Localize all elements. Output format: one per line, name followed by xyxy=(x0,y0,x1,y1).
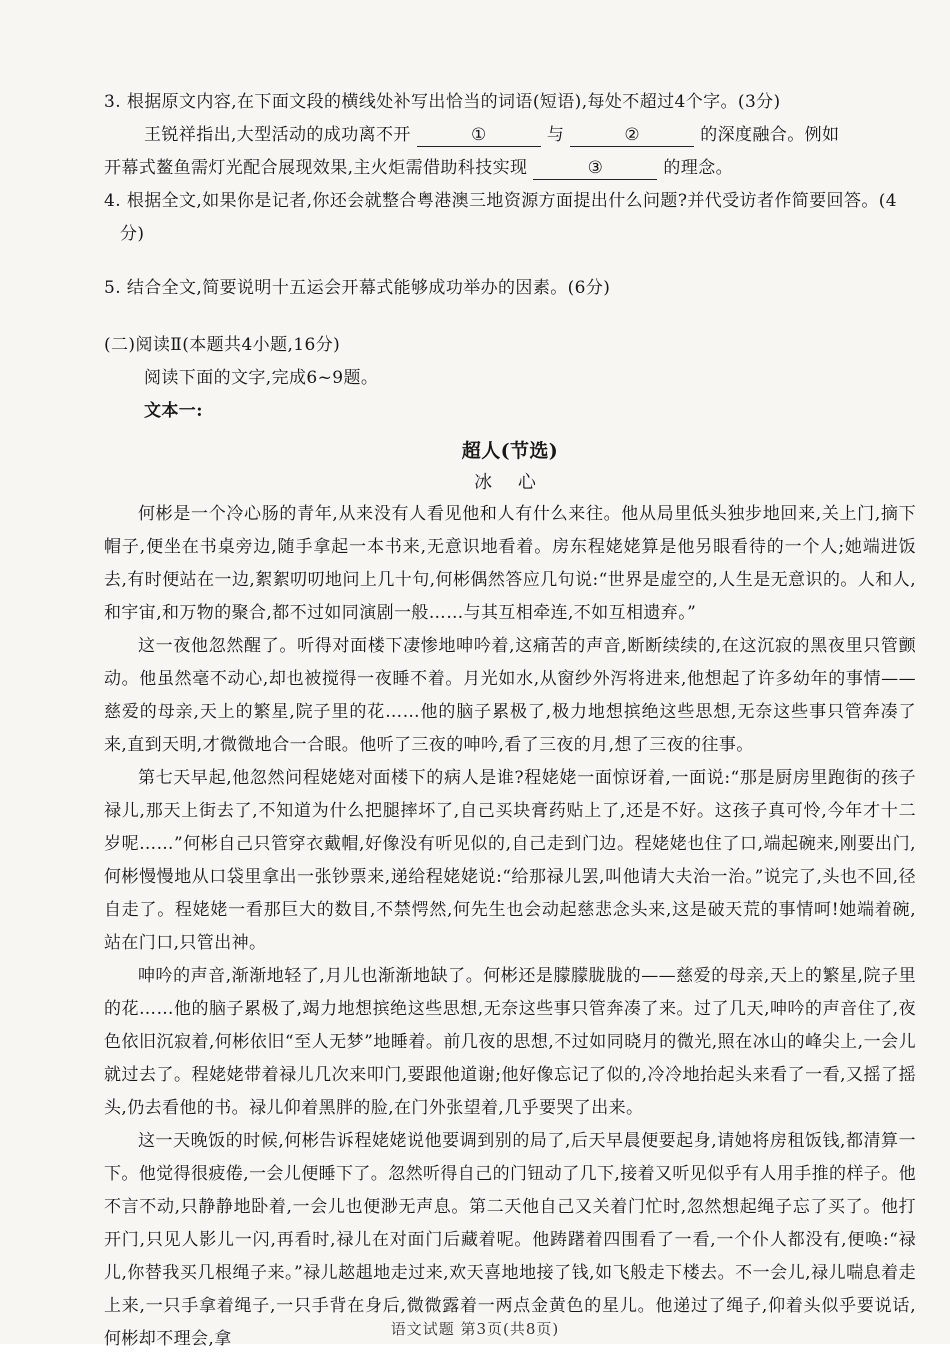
article-paragraph: 这一夜他忽然醒了。听得对面楼下凄惨地呻吟着,这痛苦的声音,断断续续的,在这沉寂的黑夜里只管颤动。他虽然毫不动心,却也被搅得一夜睡不着。月光如水,从窗纱外泻将进来,他想起了许多幼年的事情——慈爱的母亲,天上的繁星,院子里的花……他的脑子累极了,极力地想摈绝这些思想,无奈这些事只管奔凑了来,直到天明,才微微地合一合眼。他听了三夜的呻吟,看了三夜的月,想了三夜的往事。 xyxy=(104,636,916,755)
section-2-heading: (二)阅读Ⅱ(本题共4小题,16分) xyxy=(104,335,341,355)
question-4: 4. 根据全文,如果你是记者,你还会就整合粤港澳三地资源方面提出什么问题?并代受访者作简要回答。(4分) xyxy=(104,191,897,244)
article-author: 冰 心 xyxy=(474,472,546,493)
blank-1: ① xyxy=(417,124,541,147)
page-content xyxy=(104,86,916,1356)
article-paragraph: 何彬是一个冷心肠的青年,从来没有人看见他和人有什么来往。他从局里低头独步地回来,关上门,摘下帽子,便坐在书桌旁边,随手拿起一本书来,无意识地看着。房东程姥姥算是他另眼看待的一个人;她端进饭去,有时便站在一边,絮絮叨叨地问上几十句,何彬偶然答应几句说:“世界是虚空的,人生是无意识的。人和人,和宇宙,和万物的聚合,都不过如同演剧一般……与其互相牵连,不如互相遗弃。” xyxy=(104,504,916,623)
article-paragraph: 这一天晚饭的时候,何彬告诉程姥姥说他要调到别的局了,后天早晨便要起身,请她将房租饭钱,都清算一下。他觉得很疲倦,一会儿便睡下了。忽然听得自己的门钮动了几下,接着又听见似乎有人用手推的样子。他不言不动,只静静地卧着,一会儿也便渺无声息。第二天他自己又关着门忙时,忽然想起绳子忘了买了。他打开门,只见人影儿一闪,再看时,禄儿在对面门后藏着呢。他踌躇着四围看了一看,一个仆人都没有,便唤:“禄儿,你替我买几根绳子来。”禄儿趑趄地走过来,欢天喜地地接了钱,如飞般走下楼去。不一会儿,禄儿喘息着走上来,一只手拿着绳子,一只手背在身后,微微露着一两点金黄色的星儿。他递过了绳子,仰着头似乎要说话,何彬却不理会,拿 xyxy=(104,1131,917,1349)
question-3-line2 xyxy=(104,152,916,185)
q3-text-c: 的深度融合。例如 xyxy=(700,125,840,145)
page-footer: 语文试题 第3页(共8页) xyxy=(390,1320,560,1338)
q3-text-a: 王锐祥指出,大型活动的成功离不开 xyxy=(144,125,411,145)
question-5: 5. 结合全文,简要说明十五运会开幕式能够成功举办的因素。(6分) xyxy=(104,278,611,298)
blank-3: ③ xyxy=(533,157,657,180)
q3-text-b: 与 xyxy=(546,125,565,145)
section-2-instruction: 阅读下面的文字,完成6~9题。 xyxy=(144,368,379,388)
q3-text-d: 开幕式鳌鱼需灯光配合展现效果,主火炬需借助科技实现 xyxy=(104,158,528,178)
question-3-line1 xyxy=(104,119,916,152)
question-3-stem: 3. 根据原文内容,在下面文段的横线处补写出恰当的词语(短语),每处不超过4个字。(3分) xyxy=(104,92,781,112)
blank-2: ② xyxy=(570,124,694,147)
q3-text-e: 的理念。 xyxy=(663,158,734,178)
text-one-label: 文本一: xyxy=(144,401,203,421)
article-title: 超人(节选) xyxy=(461,440,559,462)
article-paragraph: 呻吟的声音,渐渐地轻了,月儿也渐渐地缺了。何彬还是朦朦胧胧的——慈爱的母亲,天上的繁星,院子里的花……他的脑子累极了,竭力地想摈绝这些思想,无奈这些事只管奔凑了来。过了几天,呻吟的声音住了,夜色依旧沉寂着,何彬依旧“至人无梦”地睡着。前几夜的思想,不过如同晓月的微光,照在冰山的峰尖上,一会儿就过去了。程姥姥带着禄儿几次来叩门,要跟他道谢;他好像忘记了似的,冷冷地抬起头来看了一看,又摇了摇头,仍去看他的书。禄儿仰着黑胖的脸,在门外张望着,几乎要哭了出来。 xyxy=(104,966,916,1118)
article-paragraph: 第七天早起,他忽然问程姥姥对面楼下的病人是谁?程姥姥一面惊讶着,一面说:“那是厨房里跑街的孩子禄儿,那天上街去了,不知道为什么把腿摔坏了,自己买块膏药贴上了,还是不好。这孩子真可怜,今年才十二岁呢……”何彬自己只管穿衣戴帽,好像没有听见似的,自己走到门边。程姥姥也住了口,端起碗来,刚要出门,何彬慢慢地从口袋里拿出一张钞票来,递给程姥姥说:“给那禄儿罢,叫他请大夫治一治。”说完了,头也不回,径自走了。程姥姥一看那巨大的数目,不禁愕然,何先生也会动起慈悲念头来,这是破天荒的事情呵!她端着碗,站在门口,只管出神。 xyxy=(104,768,916,953)
